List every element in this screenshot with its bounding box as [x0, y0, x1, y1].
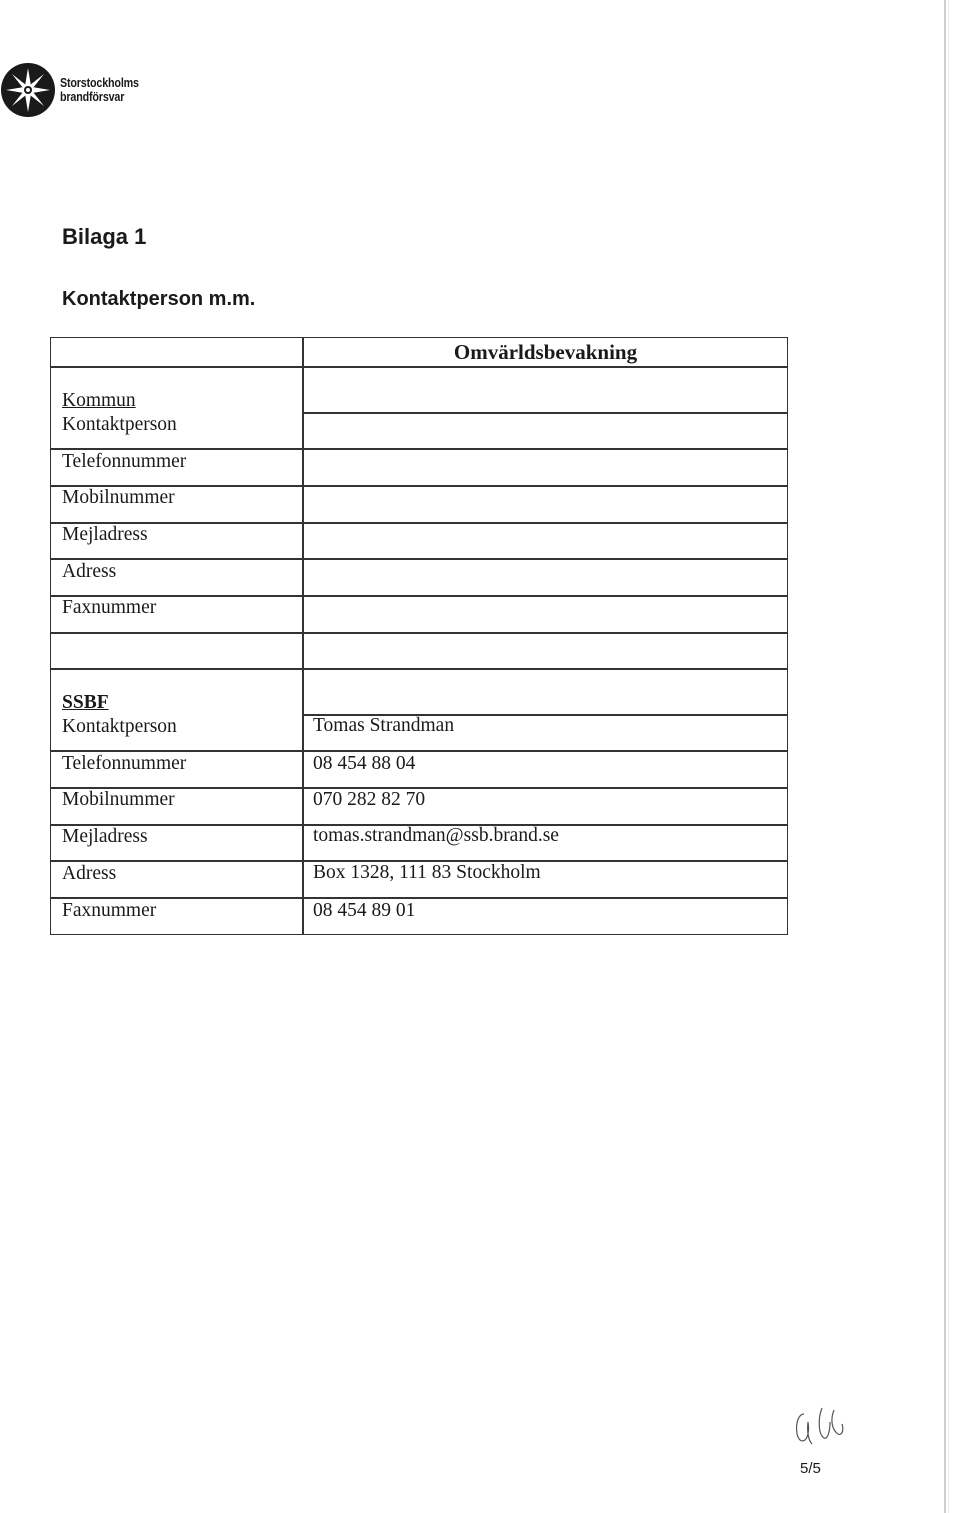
page-title: Bilaga 1 — [62, 224, 147, 249]
kommun-label-faxnummer: Faxnummer — [62, 597, 157, 618]
page-number: 5/5 — [800, 1460, 821, 1477]
handwritten-initials-signature — [790, 1400, 850, 1450]
logo — [0, 62, 152, 118]
logo-text — [60, 76, 139, 104]
scan-edge-secondary — [948, 0, 949, 1513]
row-divider — [51, 632, 787, 634]
kommun-label-kontaktperson: Kontaktperson — [62, 414, 177, 435]
logo-line-1: Storstockholms — [60, 76, 139, 90]
row-divider — [51, 558, 787, 560]
ssbf-value-mejladress: tomas.strandman@ssb.brand.se — [313, 825, 559, 846]
row-divider — [51, 897, 787, 899]
ssbf-value-adress: Box 1328, 111 83 Stockholm — [313, 862, 541, 883]
row-divider — [51, 750, 787, 752]
row-divider — [51, 668, 787, 670]
section-title-kommun: Kommun — [62, 390, 136, 411]
ssbf-value-faxnummer: 08 454 89 01 — [313, 900, 416, 921]
kommun-label-mobilnummer: Mobilnummer — [62, 487, 175, 508]
ssbf-value-mobilnummer: 070 282 82 70 — [313, 789, 426, 810]
ssbf-label-faxnummer: Faxnummer — [62, 900, 157, 921]
row-divider — [303, 412, 788, 414]
ssbf-value-kontaktperson: Tomas Strandman — [313, 715, 455, 736]
ssbf-label-adress: Adress — [62, 863, 117, 884]
scan-edge — [944, 0, 946, 1513]
column-header-omvarldsbevakning: Omvärldsbevakning — [453, 340, 638, 364]
row-divider — [51, 448, 787, 450]
ssbf-label-mejladress: Mejladress — [62, 826, 148, 847]
ssbf-label-telefonnummer: Telefonnummer — [62, 753, 187, 774]
kommun-label-adress: Adress — [62, 561, 117, 582]
ssbf-value-telefonnummer: 08 454 88 04 — [313, 753, 416, 774]
logo-line-2: brandförsvar — [60, 90, 125, 104]
row-divider — [51, 595, 787, 597]
row-divider — [51, 522, 787, 524]
ssbf-label-mobilnummer: Mobilnummer — [62, 789, 175, 810]
column-divider — [302, 338, 304, 934]
kommun-label-mejladress: Mejladress — [62, 524, 148, 545]
ssbf-label-kontaktperson: Kontaktperson — [62, 716, 177, 737]
brigade-star-logo-icon — [0, 62, 56, 118]
row-divider — [51, 366, 787, 368]
kommun-label-telefonnummer: Telefonnummer — [62, 451, 187, 472]
contact-table — [50, 337, 788, 935]
section-title-ssbf: SSBF — [62, 692, 109, 713]
page-subtitle: Kontaktperson m.m. — [62, 288, 256, 310]
